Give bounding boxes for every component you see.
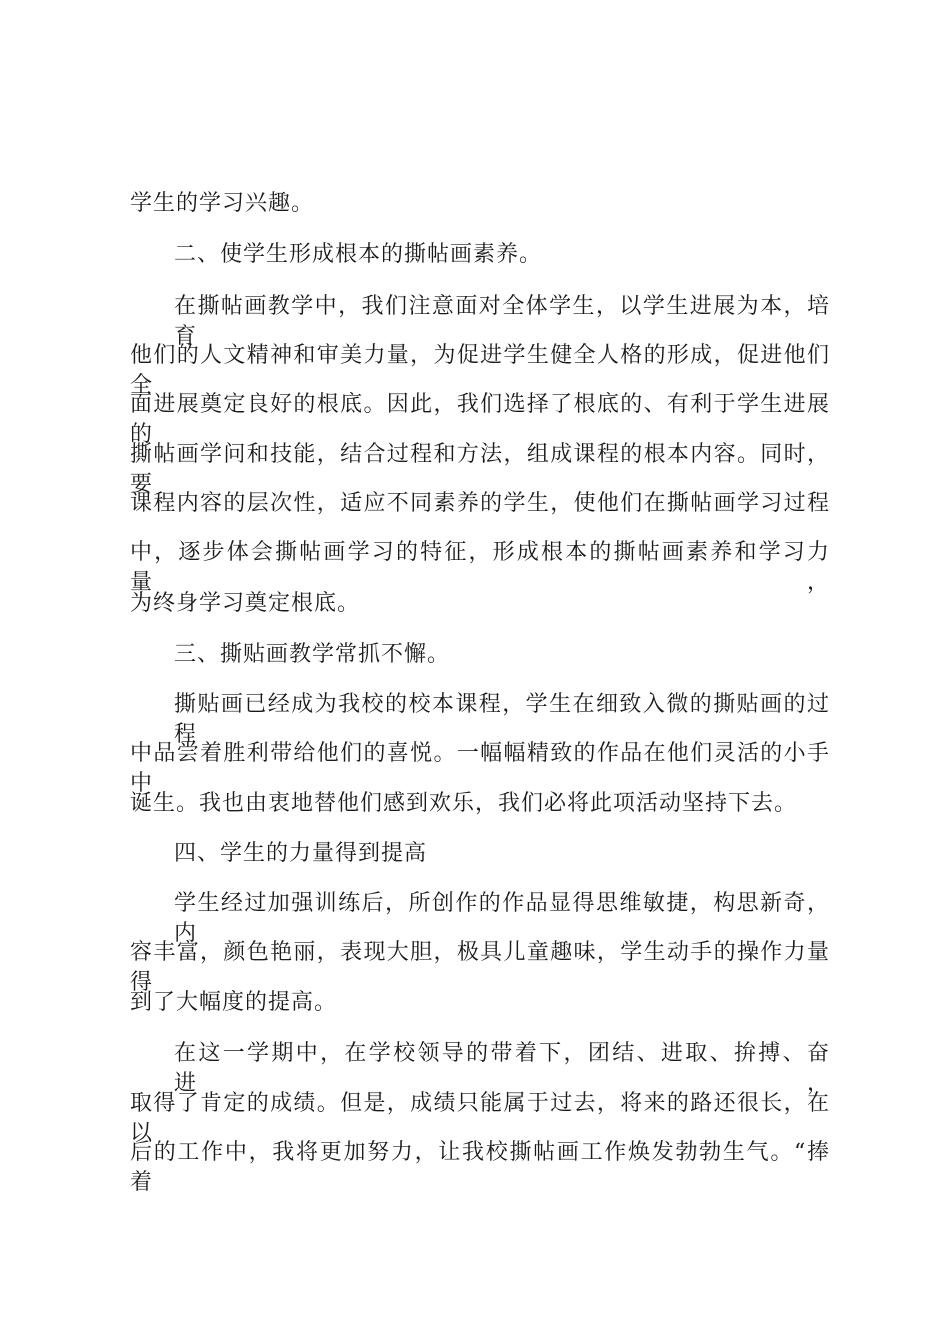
paragraph-line: 诞生。我也由衷地替他们感到欢乐，我们必将此项活动坚持下去。 xyxy=(130,791,798,816)
paragraph-line: 中品尝着胜利带给他们的喜悦。一幅幅精致的作品在他们灵活的小手中 xyxy=(130,741,830,796)
paragraph-line: 到了大幅度的提高。 xyxy=(130,990,338,1015)
paragraph-line: 在这一学期中，在学校领导的带着下，团结、进取、拚搏、奋进， xyxy=(174,1041,830,1096)
paragraph-line: 学生经过加强训练后，所创作的作品显得思维敏捷，构思新奇，内 xyxy=(174,891,830,946)
paragraph-line: 撕帖画学问和技能，结合过程和方法，组成课程的根本内容。同时，要 xyxy=(130,442,830,497)
paragraph-line: 后的工作中，我将更加努力，让我校撕帖画工作焕发勃勃生气。“捧着 xyxy=(130,1140,830,1195)
section-heading-3: 三、撕贴画教学常抓不懈。 xyxy=(174,642,451,667)
paragraph-line: 中，逐步体会撕帖画学习的特征，形成根本的撕帖画素养和学习力量， xyxy=(130,540,830,595)
paragraph-line: 课程内容的层次性，适应不同素养的学生，使他们在撕帖画学习过程 xyxy=(130,491,830,516)
paragraph-line: 在撕帖画教学中，我们注意面对全体学生，以学生进展为本，培育 xyxy=(174,294,830,349)
section-heading-2: 二、使学生形成根本的撕帖画素养。 xyxy=(174,242,543,267)
paragraph-line-continuation: 学生的学习兴趣。 xyxy=(130,191,315,216)
paragraph-line: 容丰富，颜色艳丽，表现大胆，极具儿童趣味，学生动手的操作力量得 xyxy=(130,940,830,995)
section-heading-4: 四、学生的力量得到提高 xyxy=(174,841,428,866)
paragraph-line: 取得了肯定的成绩。但是，成绩只能属于过去，将来的路还很长，在以 xyxy=(130,1091,830,1146)
paragraph-line: 他们的人文精神和审美力量，为促进学生健全人格的形成，促进他们全 xyxy=(130,343,830,398)
paragraph-line: 撕贴画已经成为我校的校本课程，学生在细致入微的撕贴画的过程 xyxy=(174,692,830,747)
paragraph-line: 为终身学习奠定根底。 xyxy=(130,591,361,616)
paragraph-line: 面进展奠定良好的根底。因此，我们选择了根底的、有利于学生进展的 xyxy=(130,392,830,447)
